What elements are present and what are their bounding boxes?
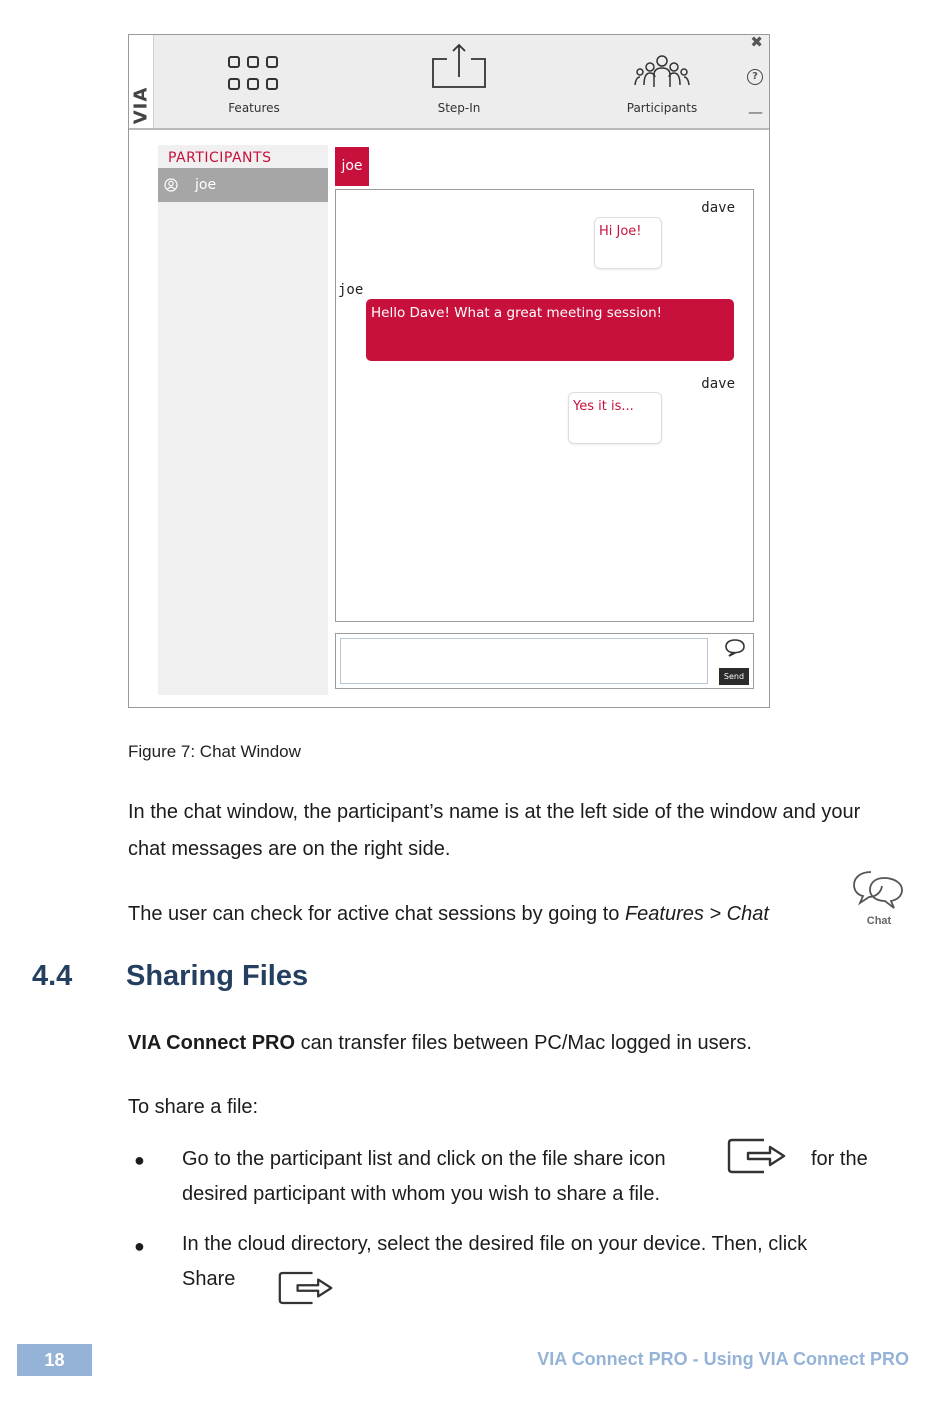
participant-item[interactable] (158, 168, 328, 202)
footer-title: VIA Connect PRO - Using VIA Connect PRO (537, 1349, 909, 1369)
toolbar (129, 35, 769, 130)
participants-panel (158, 145, 328, 695)
share-icon (277, 1268, 335, 1308)
grid-icon (184, 41, 324, 91)
message-sender: dave (701, 200, 735, 216)
chat-tab-joe[interactable]: joe (335, 147, 369, 186)
toolbar-features-button[interactable] (184, 41, 324, 121)
bullet-marker: ● (134, 1236, 145, 1256)
speech-bubble-icon (724, 638, 746, 658)
help-icon[interactable]: ? (747, 69, 763, 85)
file-share-icon (726, 1136, 788, 1176)
toolbar-step-in-button[interactable] (389, 41, 529, 121)
user-icon (164, 178, 178, 192)
via-logo: VIA (130, 86, 152, 125)
paragraph-active-chat (128, 896, 828, 933)
menu-path: Features > Chat (624, 903, 769, 925)
bullet-line: In the cloud directory, select the desired file on your device. Then, click (182, 1233, 808, 1255)
section-title: Sharing Files (126, 960, 309, 992)
paragraph-text: can transfer files between PC/Mac logged in users. (295, 1032, 752, 1054)
chat-messages-area (335, 189, 754, 622)
message-sender: joe (338, 282, 364, 298)
close-icon[interactable]: ✖ (750, 33, 763, 51)
toolbar-step-in-label: Step-In (437, 101, 481, 115)
figure-caption: Figure 7: Chat Window (128, 742, 301, 761)
bullet-line: desired participant with whom you wish to share a file. (182, 1183, 661, 1205)
toolbar-features-label: Features (228, 101, 280, 115)
logo-strip (129, 35, 154, 128)
chat-window-screenshot (128, 34, 770, 708)
product-name: VIA Connect PRO (128, 1032, 296, 1054)
upload-icon (389, 41, 529, 91)
bullet-marker: ● (134, 1150, 145, 1170)
chat-feature-icon (848, 866, 910, 927)
paragraph-chat-layout: In the chat window, the participant’s name is at the left side of the window and your chat messages are on the right side. (128, 801, 861, 860)
message-sender: dave (701, 376, 735, 392)
paragraph-file-transfer (128, 1025, 888, 1062)
chat-icon-label: Chat (866, 915, 892, 927)
chat-compose-area (335, 633, 754, 689)
chat-message-input[interactable] (340, 638, 708, 684)
bullet-line: Share (182, 1268, 236, 1290)
bullet-line-suffix: for the (811, 1148, 868, 1170)
section-number: 4.4 (32, 960, 73, 992)
bullet-line: Go to the participant list and click on the file share icon (182, 1148, 666, 1170)
chat-bubble-incoming: Yes it is... (568, 392, 662, 444)
participant-name: joe (195, 177, 217, 193)
chat-bubble-incoming: Hi Joe! (594, 217, 662, 269)
toolbar-participants-label: Participants (626, 101, 698, 115)
chat-bubble-outgoing: Hello Dave! What a great meeting session! (366, 299, 734, 361)
paragraph-share-intro: To share a file: (128, 1096, 259, 1118)
chat-icon (848, 866, 910, 918)
minimize-icon[interactable]: — (748, 103, 763, 121)
send-button[interactable]: Send (719, 668, 749, 685)
page-number: 18 (17, 1344, 92, 1376)
paragraph-text: The user can check for active chat sessions by going to (128, 903, 625, 925)
participants-heading: PARTICIPANTS (168, 150, 272, 166)
toolbar-participants-button[interactable] (592, 41, 732, 121)
people-icon (592, 41, 732, 91)
